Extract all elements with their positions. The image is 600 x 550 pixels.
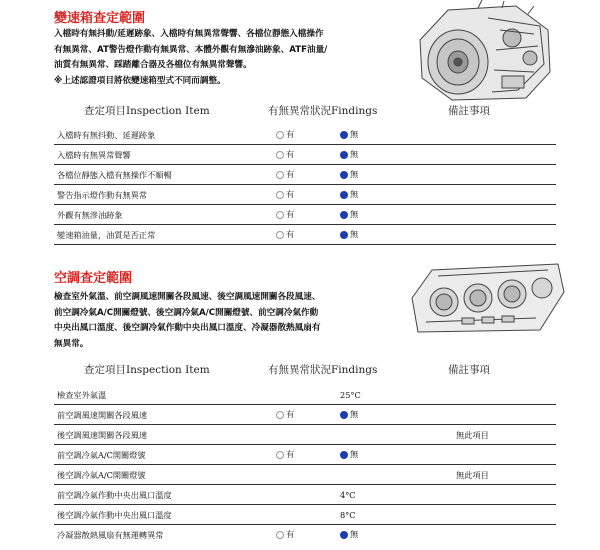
ac-desc-line: 前空調冷氣A/C開關燈號、後空調冷氣A/C開關燈號、前空調冷氣作動 xyxy=(54,307,319,318)
row-item: 後空調風速開關各段風速 xyxy=(57,430,148,440)
table-row xyxy=(54,145,556,165)
radio-selected-icon[interactable] xyxy=(340,151,348,159)
table-row xyxy=(54,405,556,425)
row-item: 前空調冷氣作動中央出風口溫度 xyxy=(57,490,172,500)
table-row xyxy=(54,185,556,205)
transmission-desc-line: 有無異常、AT警告燈作動有無異常、本體外觀有無滲油跡象、ATF油量/ xyxy=(54,44,328,55)
radio-unselected-icon[interactable] xyxy=(276,451,284,459)
row-item: 冷凝器散熱風扇有無運轉異常 xyxy=(57,530,164,540)
row-value: 8°C xyxy=(340,510,356,520)
table-row xyxy=(54,445,556,465)
radio-selected-icon[interactable] xyxy=(340,191,348,199)
row-item: 入檔時有無抖動、延遲跡象 xyxy=(57,130,156,140)
ac-control-panel-illustration xyxy=(408,262,568,334)
option-yes[interactable]: 有 xyxy=(276,189,294,200)
transmission-illustration xyxy=(408,0,558,104)
row-item: 前空調冷氣A/C開關燈號 xyxy=(57,450,146,460)
table-row xyxy=(54,505,556,525)
table-row xyxy=(54,205,556,225)
transmission-header-item: 查定項目Inspection Item xyxy=(84,105,210,117)
row-item: 後空調冷氣作動中央出風口溫度 xyxy=(57,510,172,520)
radio-unselected-icon[interactable] xyxy=(276,131,284,139)
ac-header-item: 查定項目Inspection Item xyxy=(84,364,210,376)
radio-selected-icon[interactable] xyxy=(340,211,348,219)
transmission-header-remarks: 備註事項 xyxy=(448,105,490,117)
row-item: 後空調冷氣A/C開關燈號 xyxy=(57,470,146,480)
transmission-desc-line: ※上述認證項目將依變速箱型式不同而調整。 xyxy=(54,75,226,86)
row-value: 25°C xyxy=(340,390,361,400)
radio-selected-icon[interactable] xyxy=(340,531,348,539)
transmission-description xyxy=(54,27,327,89)
row-item: 變速箱油量，油質是否正常 xyxy=(57,230,156,240)
radio-unselected-icon[interactable] xyxy=(276,171,284,179)
row-item: 警告指示燈作動有無異常 xyxy=(57,190,148,200)
radio-unselected-icon[interactable] xyxy=(276,531,284,539)
option-no[interactable]: 無 xyxy=(340,529,358,540)
row-note: 無此項目 xyxy=(456,430,489,440)
ac-desc-line: 無異常。 xyxy=(54,338,89,349)
row-item: 各檔位靜態入檔有無操作不順暢 xyxy=(57,170,172,180)
radio-selected-icon[interactable] xyxy=(340,131,348,139)
table-row xyxy=(54,425,556,445)
transmission-desc-line: 入檔時有無抖動/延遲跡象、入檔時有無異常聲響、各檔位靜態入檔操作 xyxy=(54,29,324,39)
row-value: 4°C xyxy=(340,490,356,500)
ac-section-title: 空調查定範圍 xyxy=(54,271,133,286)
table-row xyxy=(54,465,556,485)
option-yes[interactable]: 有 xyxy=(276,169,294,180)
radio-unselected-icon[interactable] xyxy=(276,411,284,419)
ac-header-remarks: 備註事項 xyxy=(448,364,490,376)
row-item: 檢查室外氣溫 xyxy=(57,390,107,400)
radio-selected-icon[interactable] xyxy=(340,231,348,239)
table-row xyxy=(54,125,556,145)
option-yes[interactable]: 有 xyxy=(276,449,294,460)
option-yes[interactable]: 有 xyxy=(276,149,294,160)
radio-unselected-icon[interactable] xyxy=(276,151,284,159)
radio-unselected-icon[interactable] xyxy=(276,231,284,239)
table-row xyxy=(54,225,556,245)
row-item: 入檔時有無異常聲響 xyxy=(57,150,131,160)
ac-desc-line: 檢查室外氣溫、前空調風速開關各段風速、後空調風速開關各段風速、 xyxy=(54,292,321,302)
table-row xyxy=(54,525,556,544)
table-row xyxy=(54,385,556,405)
option-yes[interactable]: 有 xyxy=(276,409,294,420)
radio-selected-icon[interactable] xyxy=(340,451,348,459)
radio-unselected-icon[interactable] xyxy=(276,211,284,219)
radio-selected-icon[interactable] xyxy=(340,171,348,179)
radio-selected-icon[interactable] xyxy=(340,411,348,419)
option-yes[interactable]: 有 xyxy=(276,129,294,140)
option-yes[interactable]: 有 xyxy=(276,529,294,540)
ac-table xyxy=(54,385,556,544)
transmission-header-findings: 有無異常狀況Findings xyxy=(268,105,378,117)
transmission-table xyxy=(54,125,556,245)
row-item: 前空調風速開關各段風速 xyxy=(57,410,148,420)
option-yes[interactable]: 有 xyxy=(276,229,294,240)
option-no[interactable]: 無 xyxy=(340,169,358,180)
transmission-section-title: 變速箱查定範圍 xyxy=(54,11,146,26)
table-row xyxy=(54,165,556,185)
table-row xyxy=(54,485,556,505)
option-no[interactable]: 無 xyxy=(340,409,358,420)
option-no[interactable]: 無 xyxy=(340,189,358,200)
ac-header-findings: 有無異常狀況Findings xyxy=(268,364,378,376)
option-no[interactable]: 無 xyxy=(340,149,358,160)
transmission-desc-line: 油質有無異常、踩踏離合器及各檔位有無異常聲響。 xyxy=(54,60,252,71)
option-no[interactable]: 無 xyxy=(340,449,358,460)
row-note: 無此項目 xyxy=(456,470,489,480)
option-no[interactable]: 無 xyxy=(340,209,358,220)
option-yes[interactable]: 有 xyxy=(276,209,294,220)
radio-unselected-icon[interactable] xyxy=(276,191,284,199)
option-no[interactable]: 無 xyxy=(340,229,358,240)
row-item: 外觀有無滲油跡象 xyxy=(57,210,123,220)
ac-desc-line: 中央出風口溫度、後空調冷氣作動中央出風口溫度、冷凝器散熱風扇有 xyxy=(54,323,321,334)
ac-description xyxy=(54,290,320,352)
option-no[interactable]: 無 xyxy=(340,129,358,140)
